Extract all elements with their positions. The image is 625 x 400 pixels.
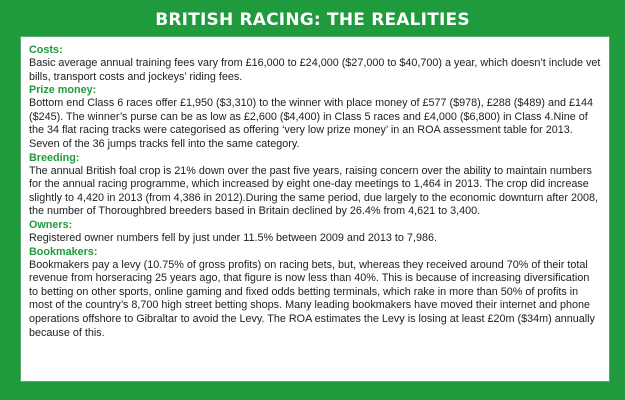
section-heading-breeding: Breeding: — [29, 151, 80, 164]
content-card — [20, 36, 610, 382]
section-body-owners: Registered owner numbers fell by just under 11.5% between 2009 and 2013 to 7,986. — [29, 231, 437, 244]
section-heading-owners: Owners: — [29, 218, 73, 231]
section-heading-prize-money: Prize money: — [29, 84, 97, 97]
section-heading-costs: Costs: — [29, 44, 63, 56]
section-body-breeding: The annual British foal crop is 21% down over the past five years, raising concern over the ability to maintain numbers for the annual racing programme, which increased by eight one-day meetings to 1,464 in 2013. The crop did increase slightly to 4,420 in 2013 (from 4,386 in 2012).During the same period, due largely to the economic downturn after 2008, the number of Thoroughbred breeders based in Britain declined by 26.4% from 4,621 to 3,400. — [29, 164, 598, 218]
page-title: BRITISH RACING: THE REALITIES — [155, 10, 470, 30]
section-body-bookmakers: Bookmakers pay a levy (10.75% of gross profits) on racing bets, but, whereas they received around 70% of their total revenue from horseracing 25 years ago, that figure is now less than 40%. This is because of increasing diversification to betting on other sports, online gaming and fixed odds betting terminals, which rake in more than 50% of profits in most of the country’s 8,700 high street betting shops. Many leading bookmakers have moved their internet and phone operations offshore to Gibraltar to avoid the Levy. The ROA estimates the Levy is losing at least £20m ($34m) annually because of this. — [29, 258, 595, 339]
section-body-costs: Basic average annual training fees vary from £16,000 to £24,000 ($27,000 to $40,700) a year, which doesn’t include vet bills, transport costs and jockeys’ riding fees. — [29, 57, 601, 83]
section-heading-bookmakers: Bookmakers: — [29, 245, 98, 258]
section-body-prize-money: Bottom end Class 6 races offer £1,950 ($3,310) to the winner with place money of £577 ($978), £288 ($489) and £144 ($245). The winner’s purse can be as low as £2,600 ($4,400) in Class 5 races and £4,000 ($6,800) in Class 4.Nine of the 34 flat racing tracks were categorised as offering ‘very low prize money’ in an ROA assessment table for 2013. Seven of the 36 jumps tracks fell into the same category. — [29, 97, 593, 150]
